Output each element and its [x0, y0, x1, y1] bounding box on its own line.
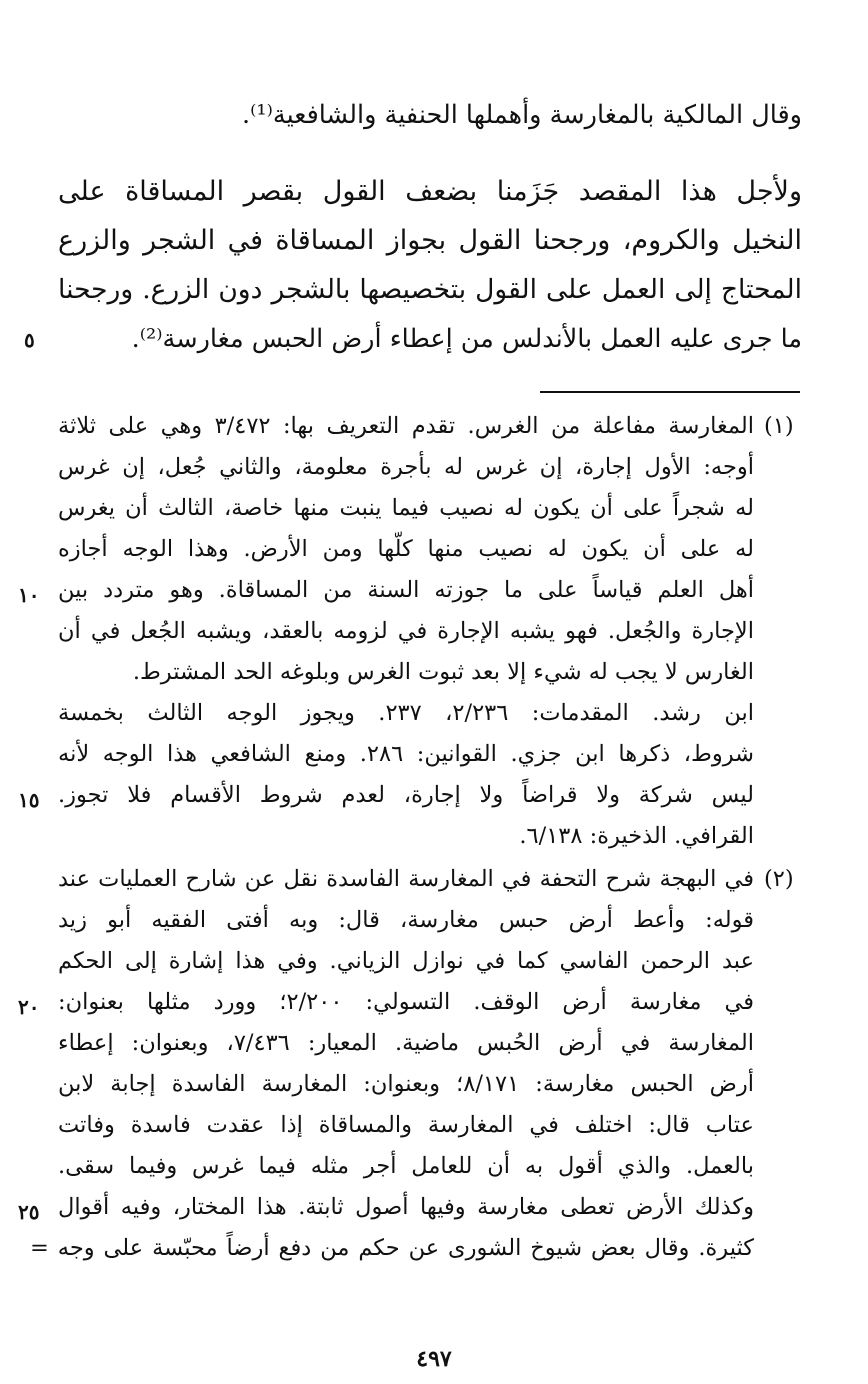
footnote-line: في مغارسة أرض الوقف. التسولي: ٢/٢٠٠؛ وورد مثلها بعنوان:: [58, 989, 754, 1015]
page-number: ٤٩٧: [416, 1346, 452, 1372]
main-text-line: المحتاج إلى العمل على القول بتخصيصها بالشجر دون الزرع. ورجحنا: [58, 274, 802, 305]
footnote-line: عبد الرحمن الفاسي كما في نوازل الزياني. وفي هذا إشارة إلى الحكم: [58, 948, 754, 974]
main-text-line: ولأجل هذا المقصد جَزَمنا بضعف القول بقصر المساقاة على: [58, 176, 802, 207]
footnote-line: ليس شركة ولا قراضاً ولا إجارة، لعدم شروط الأقسام فلا تجوز.: [58, 782, 754, 808]
footnote-line: أهل العلم قياساً على ما جوزته السنة من المساقاة. وهو متردد بين: [58, 577, 754, 603]
main-text-line: وقال المالكية بالمغارسة وأهملها الحنفية والشافعية⁽¹⁾.: [242, 100, 802, 130]
footnote-line: القرافي. الذخيرة: ٦/١٣٨.: [519, 823, 754, 849]
footnote-separator: [540, 391, 800, 393]
footnote-line: ابن رشد. المقدمات: ٢/٢٣٦، ٢٣٧. ويجوز الوجه الثالث بخمسة: [58, 700, 754, 726]
line-number: ٢٥: [18, 1200, 40, 1224]
footnote-line: المغارسة مفاعلة من الغرس. تقدم التعريف بها: ٣/٤٧٢ وهي على ثلاثة: [58, 413, 754, 439]
footnote-line: له شجراً على أن يكون له نصيب فيما ينبت منها خاصة، الثالث أن يغرس: [58, 495, 754, 521]
line-number: ٥: [24, 328, 35, 352]
footnote-line: قوله: وأعط أرض حبس مغارسة، قال: وبه أفتى الفقيه أبو زيد: [58, 907, 754, 933]
footnote-line: أوجه: الأول إجارة، إن غرس له بأجرة معلومة، والثاني جُعل، إن غرس: [58, 454, 754, 480]
footnote-line: وكذلك الأرض تعطى مغارسة وفيها أصول ثابتة. هذا المختار، وفيه أقوال: [58, 1194, 754, 1220]
footnote-line: له على أن يكون له نصيب منها كلّها ومن الأرض. وهذا الوجه أجازه: [58, 536, 754, 562]
footnote-number: (٢): [764, 866, 794, 892]
footnote-line: عتاب قال: اختلف في المغارسة والمساقاة إذا عقدت فاسدة وفاتت: [58, 1112, 754, 1138]
footnote-line: الغارس لا يجب له شيء إلا بعد ثبوت الغرس وبلوغه الحد المشترط.: [132, 659, 754, 685]
footnote-line: شروط، ذكرها ابن جزي. القوانين: ٢٨٦. ومنع الشافعي هذا الوجه لأنه: [58, 741, 755, 767]
footnote-line: أرض الحبس مغارسة: ٨/١٧١؛ وبعنوان: المغارسة الفاسدة إجابة لابن: [58, 1071, 754, 1097]
main-text-line: ما جرى عليه العمل بالأندلس من إعطاء أرض الحبس مغارسة⁽²⁾.: [131, 324, 802, 354]
line-number: ٢٠: [18, 995, 40, 1019]
footnote-line: في البهجة شرح التحفة في المغارسة الفاسدة نقل عن شارح العمليات عند: [58, 866, 754, 892]
main-text-line: النخيل والكروم، ورجحنا القول بجواز المساقاة في الشجر والزرع: [58, 225, 802, 256]
footnote-line: المغارسة في أرض الحُبس ماضية. المعيار: ٧/٤٣٦، وبعنوان: إعطاء: [58, 1030, 755, 1056]
line-number: ١٥: [18, 788, 40, 812]
footnote-number: (١): [764, 413, 794, 439]
footnote-line: كثيرة. وقال بعض شيوخ الشورى عن حكم من دفع أرضاً محبّسة على وجه =: [30, 1235, 754, 1261]
footnote-line: الإجارة والجُعل. فهو يشبه الإجارة في لزومه بالعقد، ويشبه الجُعل في أن: [58, 618, 754, 644]
footnote-line: بالعمل. والذي أقول به أن للعامل أجر مثله فيما غرس وفيما سقى.: [58, 1153, 754, 1179]
line-number: ١٠: [18, 583, 40, 607]
